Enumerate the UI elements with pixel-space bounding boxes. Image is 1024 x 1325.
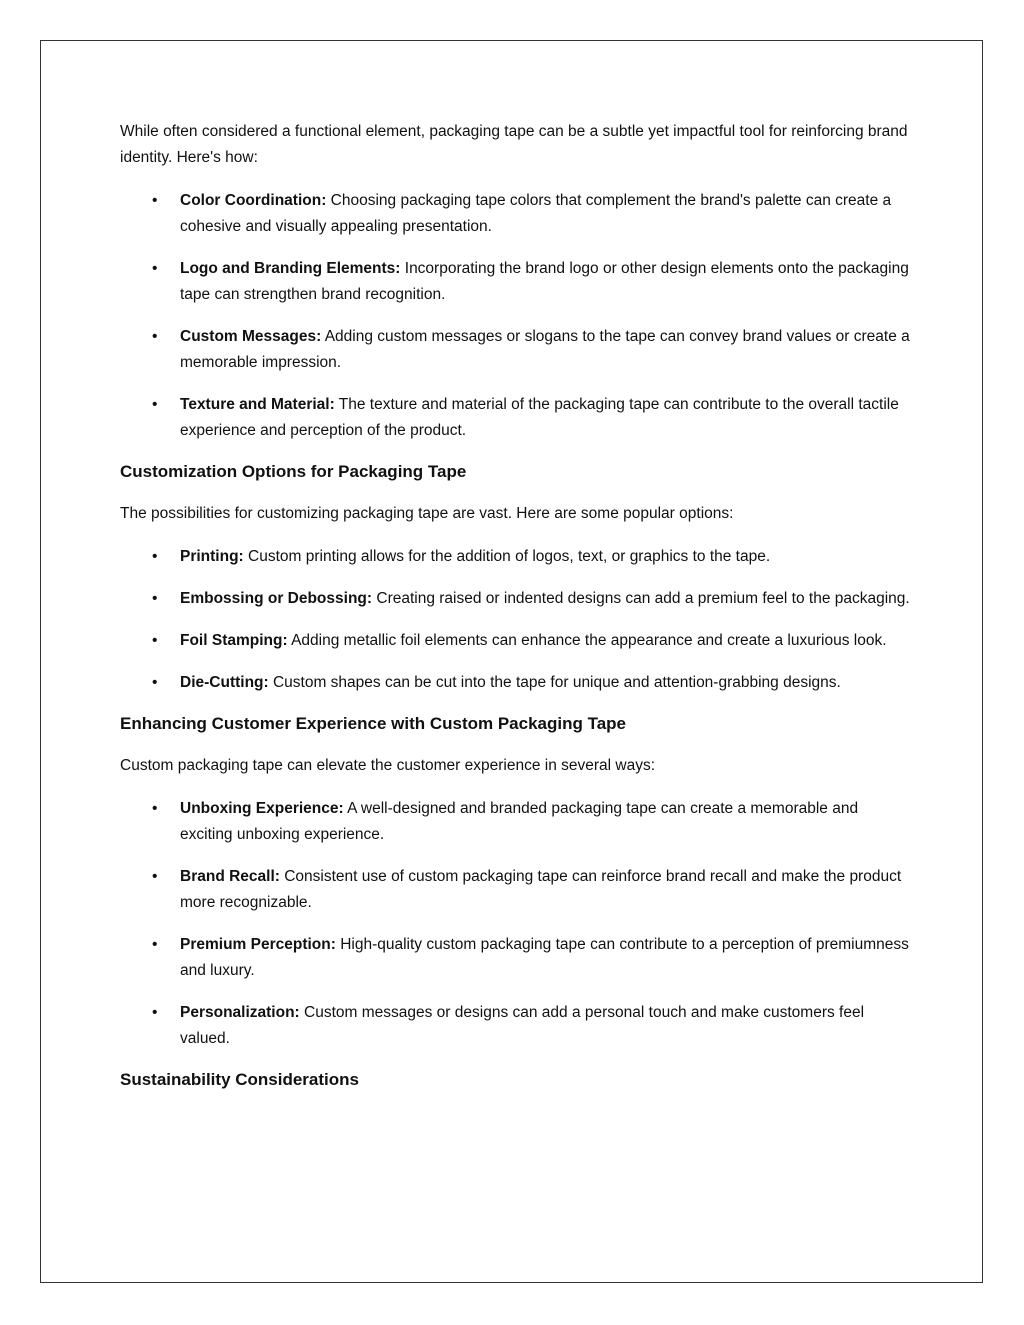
list-item-term: Embossing or Debossing: — [180, 590, 373, 607]
list-item — [120, 1000, 910, 1052]
list-item — [120, 586, 910, 612]
bullet: • — [152, 1004, 158, 1021]
list-item — [120, 796, 910, 848]
bullet: • — [152, 590, 158, 607]
list-item-term: Premium Perception: — [180, 936, 336, 953]
list-item-text: A well-designed and branded packaging tape can create a memorable and exciting unboxing experience. — [180, 800, 859, 843]
list-item-term: Unboxing Experience: — [180, 800, 344, 817]
brand-identity-list — [120, 188, 910, 444]
list-item-text: The texture and material of the packaging tape can contribute to the overall tactile experience and perception of the product. — [180, 396, 899, 439]
section-heading-sustainability: Sustainability Considerations — [120, 1070, 359, 1089]
customer-experience-list — [120, 796, 910, 1052]
list-item — [120, 256, 910, 308]
list-item-text: Incorporating the brand logo or other design elements onto the packaging tape can strengthen brand recognition. — [180, 260, 909, 303]
bullet: • — [152, 192, 158, 209]
list-item-text: Adding metallic foil elements can enhance the appearance and create a luxurious look. — [287, 632, 887, 649]
list-item-text: Custom printing allows for the addition of logos, text, or graphics to the tape. — [243, 548, 771, 565]
list-item — [120, 932, 910, 984]
bullet: • — [152, 328, 158, 345]
section-heading-customer-experience: Enhancing Customer Experience with Custom Packaging Tape — [120, 714, 627, 733]
bullet: • — [152, 548, 158, 565]
list-item-term: Custom Messages: — [180, 328, 322, 345]
document-body — [120, 119, 910, 1109]
bullet: • — [152, 800, 158, 817]
list-item-term: Color Coordination: — [180, 192, 327, 209]
list-item-term: Brand Recall: — [180, 868, 280, 885]
list-item-term: Texture and Material: — [180, 396, 335, 413]
list-item-text: Consistent use of custom packaging tape can reinforce brand recall and make the product more recognizable. — [180, 868, 902, 911]
list-item-text: Choosing packaging tape colors that complement the brand's palette can create a cohesive and visually appealing presentation. — [180, 192, 892, 235]
list-item — [120, 628, 910, 654]
bullet: • — [152, 396, 158, 413]
list-item-term: Logo and Branding Elements: — [180, 260, 401, 277]
list-item — [120, 670, 910, 696]
list-item-term: Die-Cutting: — [180, 674, 269, 691]
list-item-term: Personalization: — [180, 1004, 300, 1021]
list-item-text: Custom shapes can be cut into the tape for unique and attention-grabbing designs. — [268, 674, 841, 691]
section-intro-customization: The possibilities for customizing packaging tape are vast. Here are some popular options: — [120, 505, 734, 522]
section-intro-customer-experience: Custom packaging tape can elevate the customer experience in several ways: — [120, 757, 656, 774]
bullet: • — [152, 936, 158, 953]
bullet: • — [152, 674, 158, 691]
list-item — [120, 324, 910, 376]
list-item-term: Printing: — [180, 548, 244, 565]
bullet: • — [152, 868, 158, 885]
list-item-text: Custom messages or designs can add a personal touch and make customers feel valued. — [180, 1004, 865, 1047]
customization-list — [120, 544, 910, 696]
section-heading-customization: Customization Options for Packaging Tape — [120, 462, 467, 481]
intro-paragraph: While often considered a functional element, packaging tape can be a subtle yet impactful tool for reinforcing brand identity. Here's how: — [120, 123, 908, 166]
list-item-term: Foil Stamping: — [180, 632, 288, 649]
list-item — [120, 544, 910, 570]
list-item-text: Creating raised or indented designs can add a premium feel to the packaging. — [372, 590, 910, 607]
list-item — [120, 864, 910, 916]
list-item — [120, 392, 910, 444]
list-item-text: Adding custom messages or slogans to the tape can convey brand values or create a memorable impression. — [180, 328, 910, 371]
bullet: • — [152, 260, 158, 277]
list-item — [120, 188, 910, 240]
bullet: • — [152, 632, 158, 649]
list-item-text: High-quality custom packaging tape can contribute to a perception of premiumness and luxury. — [180, 936, 909, 979]
